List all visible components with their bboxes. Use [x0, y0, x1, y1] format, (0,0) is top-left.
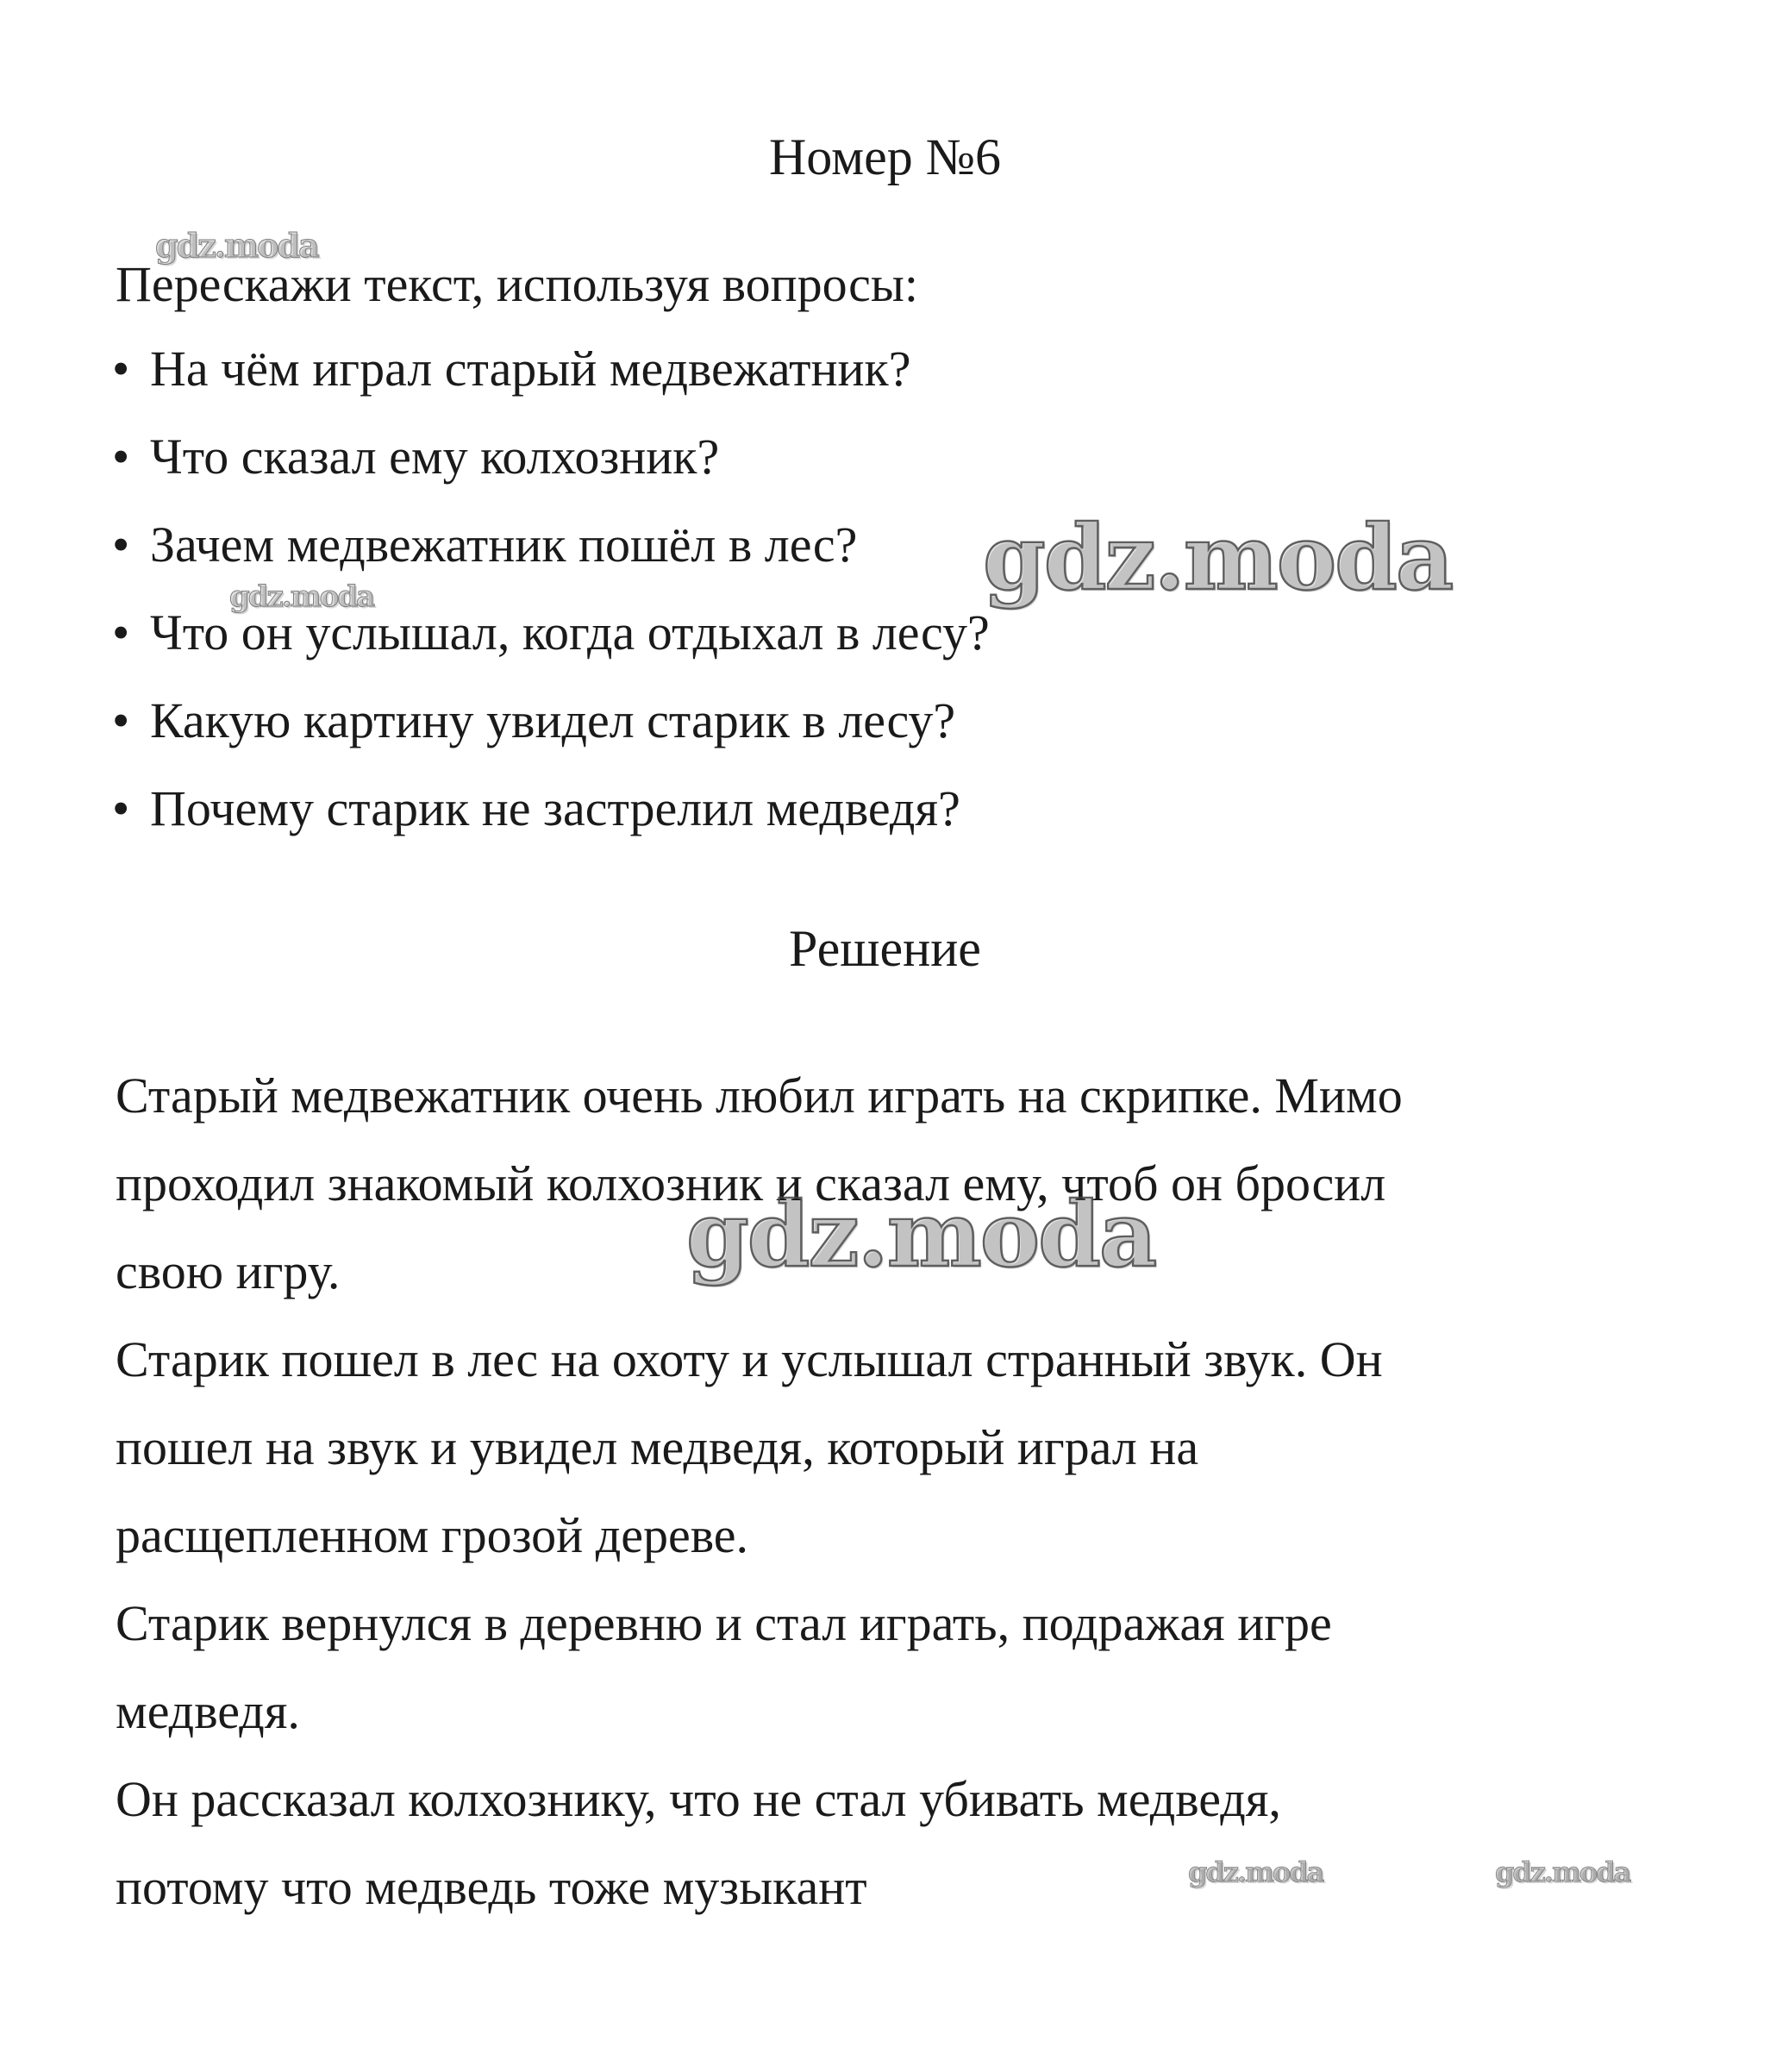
bullet-icon: •: [112, 780, 130, 836]
question-item: • Зачем медвежатник пошёл в лес?: [112, 510, 990, 598]
watermark: gdz.moda: [686, 1181, 1156, 1287]
question-item: • Какую картину увидел старик в лесу?: [112, 686, 990, 774]
answer-line: медведя.: [116, 1683, 300, 1739]
bullet-icon: •: [112, 604, 130, 660]
answer-line: Старый медвежатник очень любил играть на скрипке. Мимо: [116, 1067, 1403, 1124]
question-item: • Что сказал ему колхозник?: [112, 423, 990, 510]
bullet-icon: •: [112, 692, 130, 748]
answer-line: Старик вернулся в деревню и стал играть, подражая игре: [116, 1595, 1332, 1651]
answer-line: потому что медведь тоже музыкант: [116, 1859, 867, 1915]
answer-line: расщепленном грозой дереве.: [116, 1507, 748, 1563]
answer-line: свою игру.: [116, 1243, 341, 1299]
watermark: gdz.moda: [1188, 1856, 1323, 1888]
question-item: • Почему старик не застрелил медведя?: [112, 774, 990, 862]
bullet-icon: •: [112, 516, 130, 573]
watermark: gdz.moda: [155, 226, 318, 265]
answer-line: пошел на звук и увидел медведя, который играл на: [116, 1419, 1199, 1475]
watermark: gdz.moda: [1495, 1856, 1630, 1888]
answer-line: Он рассказал колхознику, что не стал убивать медведя,: [116, 1771, 1281, 1827]
task-prompt: Перескажи текст, используя вопросы:: [116, 256, 918, 312]
question-item: • Что он услышал, когда отдыхал в лесу?: [112, 598, 990, 686]
answer-line: Старик пошел в лес на охоту и услышал странный звук. Он: [116, 1331, 1383, 1387]
question-item: • На чём играл старый медвежатник?: [112, 335, 990, 423]
watermark: gdz.moda: [229, 579, 374, 614]
answer-line: проходил знакомый колхозник и сказал ему, чтоб он бросил: [116, 1155, 1386, 1211]
solution-heading: Решение: [789, 920, 981, 977]
bullet-icon: •: [112, 341, 130, 397]
watermark: gdz.moda: [983, 504, 1453, 610]
page-title: Номер №6: [768, 128, 1002, 185]
bullet-icon: •: [112, 429, 130, 485]
